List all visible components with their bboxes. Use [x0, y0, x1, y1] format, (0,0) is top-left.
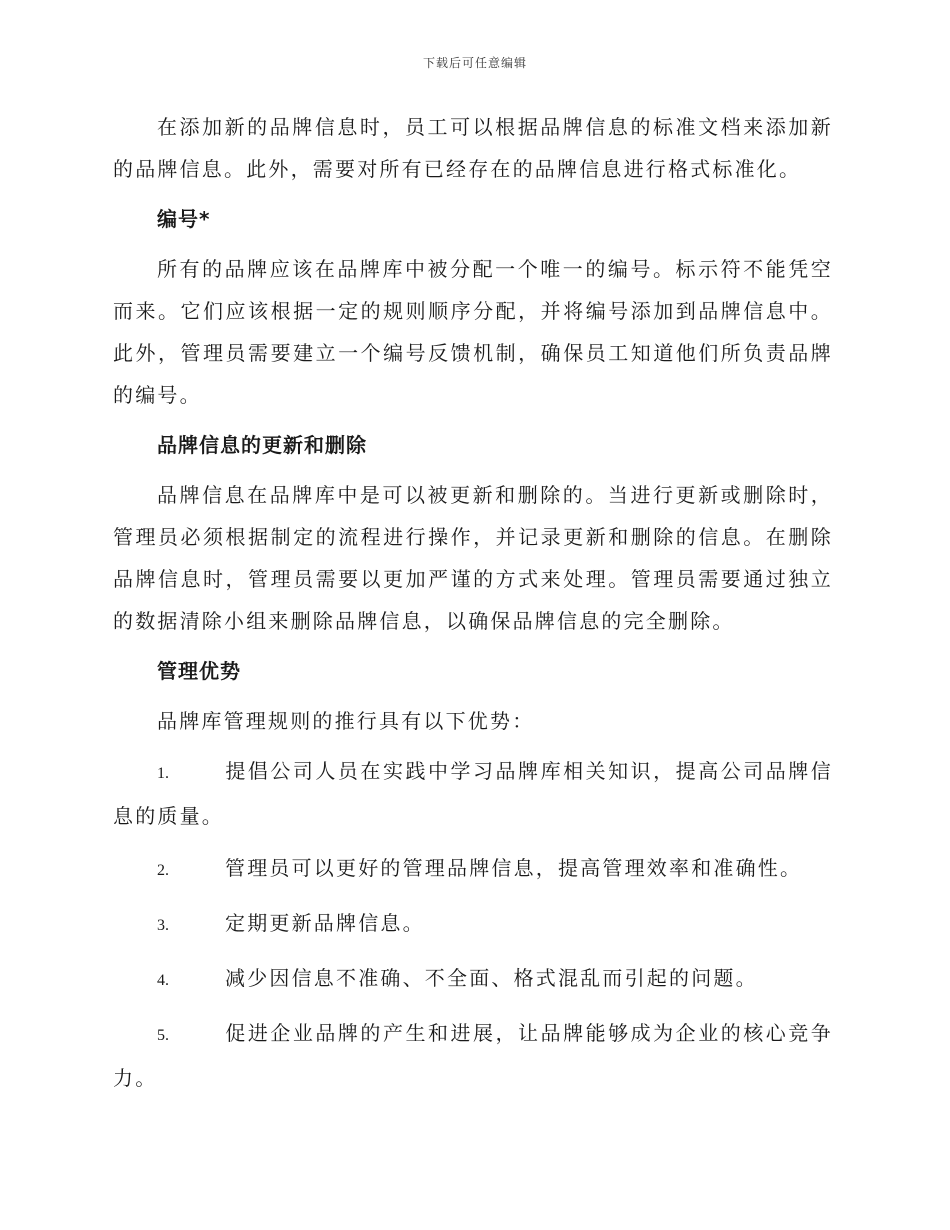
list-item [113, 847, 833, 892]
paragraph-update-delete: 品牌信息在品牌库中是可以被更新和删除的。当进行更新或删除时，管理员必须根据制定的流程进行操作，并记录更新和删除的信息。在删除品牌信息时，管理员需要以更加严谨的方式来处理。管理员需要通过独立的数据清除小组来删除品牌信息，以确保品牌信息的完全删除。 [113, 483, 833, 633]
list-item-text: 管理员可以更好的管理品牌信息，提高管理效率和准确性。 [225, 856, 803, 880]
list-item-text: 定期更新品牌信息。 [225, 911, 425, 935]
document-body [113, 106, 833, 1109]
list-item [113, 1012, 833, 1099]
list-item-text: 减少因信息不准确、不全面、格式混乱而引起的问题。 [225, 966, 758, 990]
list-item [113, 957, 833, 1002]
paragraph-advantages-intro: 品牌库管理规则的推行具有以下优势： [157, 709, 535, 733]
list-item-text: 促进企业品牌的产生和进展，让品牌能够成为企业的核心竞争力。 [113, 1021, 833, 1090]
advantages-list [113, 750, 833, 1099]
list-item-text: 提倡公司人员在实践中学习品牌库相关知识，提高公司品牌信息的质量。 [113, 759, 833, 828]
heading-advantages: 管理优势 [157, 659, 241, 683]
heading-numbering: 编号* [157, 207, 211, 231]
list-item [113, 902, 833, 947]
list-item-number: 4. [157, 972, 169, 989]
list-item-number: 2. [157, 862, 169, 879]
list-item [113, 750, 833, 837]
paragraph-intro: 在添加新的品牌信息时，员工可以根据品牌信息的标准文档来添加新的品牌信息。此外，需要对所有已经存在的品牌信息进行格式标准化。 [113, 115, 833, 181]
list-item-number: 5. [157, 1027, 169, 1044]
paragraph-numbering: 所有的品牌应该在品牌库中被分配一个唯一的编号。标示符不能凭空而来。它们应该根据一定的规则顺序分配，并将编号添加到品牌信息中。此外，管理员需要建立一个编号反馈机制，确保员工知道他们所负责品牌的编号。 [113, 257, 833, 407]
list-item-number: 3. [157, 917, 169, 934]
heading-update-delete: 品牌信息的更新和删除 [157, 433, 367, 457]
list-item-number: 1. [157, 765, 169, 782]
page-header-note: 下载后可任意编辑 [422, 56, 527, 70]
